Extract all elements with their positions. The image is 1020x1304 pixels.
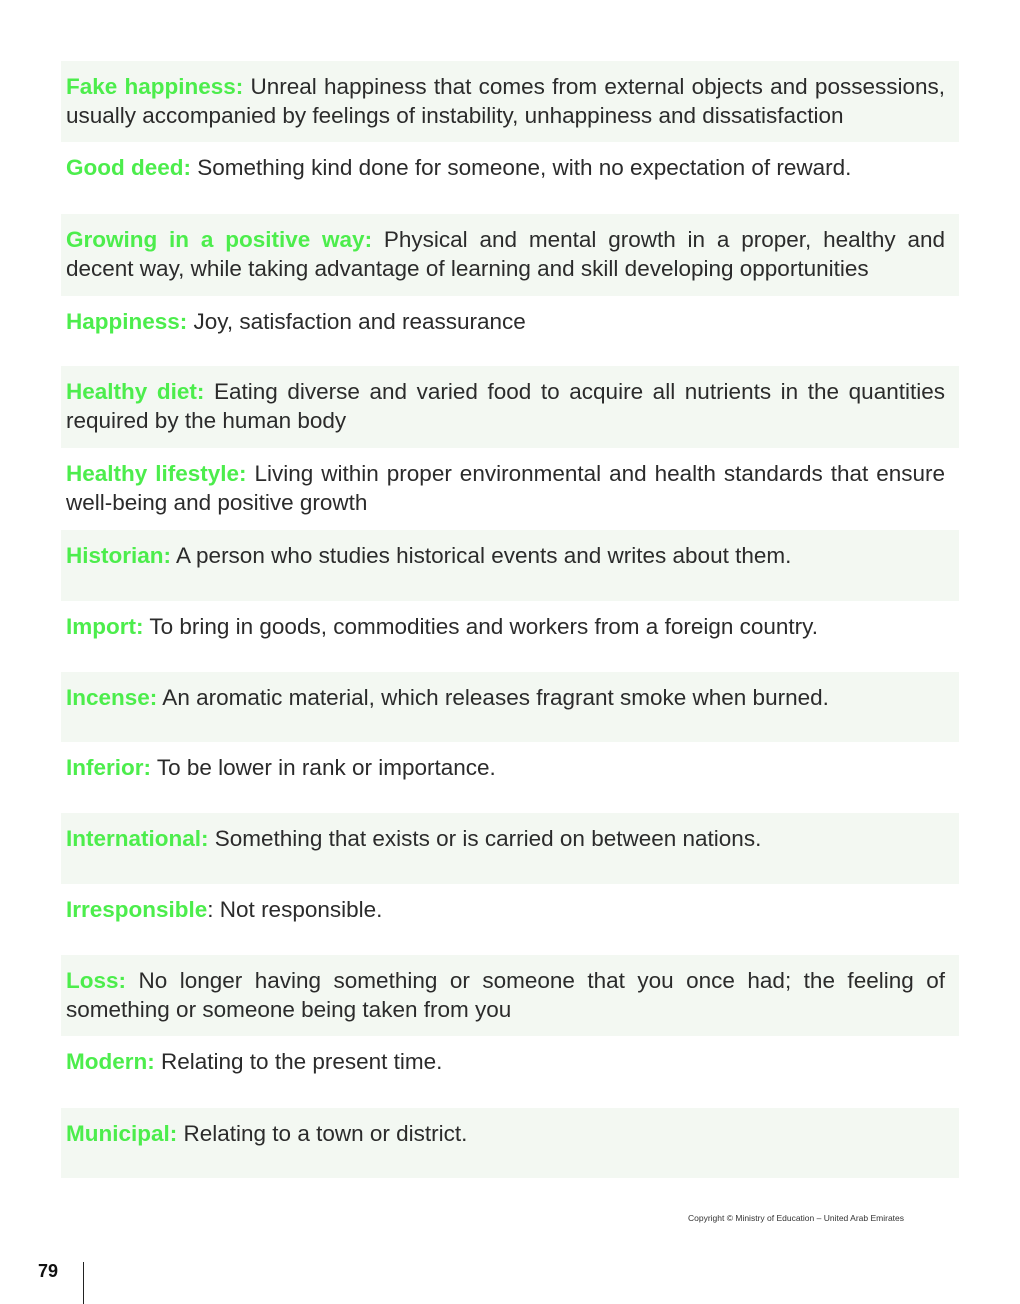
glossary-term: Municipal: xyxy=(66,1121,178,1146)
glossary-definition: To be lower in rank or importance. xyxy=(151,755,496,780)
glossary-definition: Living within proper environmental and health standards that ensure well-being and positive growth xyxy=(66,461,945,515)
glossary-entry-import xyxy=(61,601,959,672)
glossary-definition: Eating diverse and varied food to acquire all nutrients in the quantities required by the human body xyxy=(66,379,945,433)
glossary-definition: Unreal happiness that comes from external objects and possessions, usually accompanied by feelings of instability, unhappiness and dissatisfaction xyxy=(66,74,945,128)
glossary-entry-happiness xyxy=(61,296,959,366)
glossary-term: Historian: xyxy=(66,543,172,568)
glossary-entry-loss xyxy=(61,955,959,1036)
glossary-entry-good-deed xyxy=(61,142,959,214)
glossary-list xyxy=(61,61,959,1178)
glossary-term: Growing in a positive way: xyxy=(66,227,373,252)
page-number: 79 xyxy=(38,1261,59,1281)
glossary-definition: Something kind done for someone, with no expectation of reward. xyxy=(191,155,852,180)
page-number-divider xyxy=(83,1262,84,1304)
glossary-definition: Something that exists or is carried on between nations. xyxy=(208,826,762,851)
glossary-term: Modern: xyxy=(66,1049,155,1074)
glossary-term: Healthy lifestyle: xyxy=(66,461,247,486)
glossary-term: Happiness: xyxy=(66,309,188,334)
glossary-term: International: xyxy=(66,826,209,851)
glossary-entry-modern xyxy=(61,1036,959,1108)
glossary-definition: To bring in goods, commodities and workers from a foreign country. xyxy=(143,614,818,639)
glossary-entry-international xyxy=(61,813,959,884)
glossary-definition: Relating to a town or district. xyxy=(177,1121,468,1146)
glossary-entry-fake-happiness xyxy=(61,61,959,142)
glossary-term: Healthy diet: xyxy=(66,379,205,404)
glossary-definition: Joy, satisfaction and reassurance xyxy=(187,309,526,334)
glossary-term: Good deed: xyxy=(66,155,191,180)
glossary-definition: A person who studies historical events and writes about them. xyxy=(171,543,792,568)
glossary-entry-historian xyxy=(61,530,959,601)
glossary-term: Fake happiness: xyxy=(66,74,244,99)
glossary-definition: No longer having something or someone that you once had; the feeling of something or someone being taken from you xyxy=(66,968,945,1022)
glossary-entry-growing-positive xyxy=(61,214,959,296)
glossary-definition: Relating to the present time. xyxy=(154,1049,443,1074)
glossary-entry-healthy-diet xyxy=(61,366,959,448)
glossary-definition: : Not responsible. xyxy=(207,897,383,922)
glossary-term: Irresponsible xyxy=(66,897,208,922)
glossary-term: Incense: xyxy=(66,685,158,710)
glossary-entry-irresponsible xyxy=(61,884,959,955)
glossary-definition: Physical and mental growth in a proper, healthy and decent way, while taking advantage of learning and skill developing opportunities xyxy=(66,227,945,281)
glossary-term: Inferior: xyxy=(66,755,152,780)
glossary-entry-healthy-lifestyle xyxy=(61,448,959,530)
glossary-entry-incense xyxy=(61,672,959,742)
glossary-entry-inferior xyxy=(61,742,959,813)
glossary-entry-municipal xyxy=(61,1108,959,1178)
glossary-term: Loss: xyxy=(66,968,127,993)
glossary-term: Import: xyxy=(66,614,144,639)
copyright-notice: Copyright © Ministry of Education – United Arab Emirates xyxy=(688,1213,905,1223)
glossary-definition: An aromatic material, which releases fragrant smoke when burned. xyxy=(157,685,829,710)
